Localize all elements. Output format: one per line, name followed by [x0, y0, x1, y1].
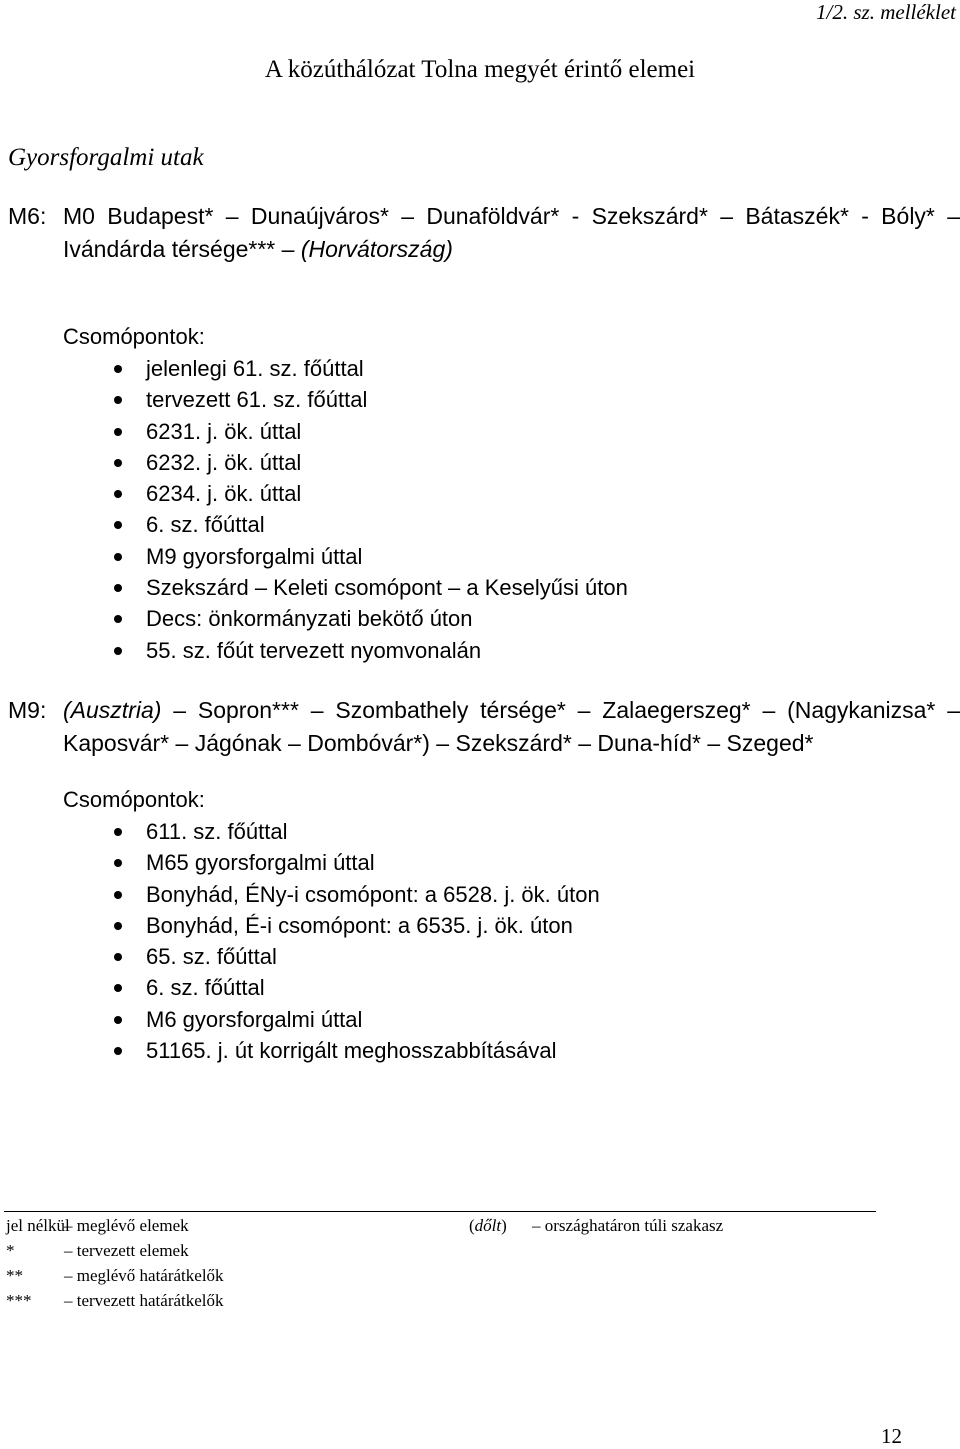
bullet-icon: [114, 553, 122, 561]
appendix-label: 1/2. sz. melléklet: [816, 0, 956, 24]
bullet-icon: [114, 521, 122, 529]
legend-description: – országhatáron túli szakasz: [532, 1216, 724, 1235]
list-item: [63, 1004, 600, 1035]
list-item: [63, 816, 600, 847]
bullet-icon: [114, 365, 122, 373]
junction-text: 51165. j. út korrigált meghosszabbításával: [146, 1038, 557, 1064]
list-item: [63, 384, 628, 415]
road-route-line: Kaposvár* – Jágónak – Dombóvár*) – Szekszárd* – Duna-híd* – Szeged*: [63, 730, 814, 756]
road-m6: [8, 200, 960, 266]
junctions-label: Csomópontok:: [63, 324, 205, 349]
bullet-icon: [114, 922, 122, 930]
legend-description: – tervezett határátkelők: [64, 1291, 224, 1310]
junction-text: M65 gyorsforgalmi úttal: [146, 850, 375, 876]
legend-italic-word: dőlt: [474, 1216, 502, 1235]
junction-list: [63, 816, 600, 1066]
bullet-icon: [114, 490, 122, 498]
list-item: [63, 447, 628, 478]
legend-paren: ): [501, 1216, 507, 1235]
legend-symbol: jel nélkül: [6, 1216, 70, 1235]
legend-row: [6, 1238, 876, 1263]
list-item: [63, 1035, 600, 1066]
legend-description: – tervezett elemek: [64, 1241, 189, 1260]
road-route-line: [63, 233, 960, 266]
bullet-icon: [114, 891, 122, 899]
list-item: [63, 572, 628, 603]
legend-symbol: *: [6, 1241, 15, 1260]
road-code: M9:: [8, 697, 47, 723]
junction-text: 6234. j. ök. úttal: [146, 481, 302, 507]
junction-text: 6232. j. ök. úttal: [146, 449, 302, 475]
junction-text: Bonyhád, É-i csomópont: a 6535. j. ök. úton: [146, 912, 573, 938]
bullet-icon: [114, 459, 122, 467]
list-item: [63, 478, 628, 509]
list-item: [63, 416, 628, 447]
route-segment: – Sopron*** – Szombathely térsége* – Zalaegerszeg* – (Nagykanizsa* –: [161, 697, 960, 723]
list-item: [63, 972, 600, 1003]
foreign-segment: (Ausztria): [63, 697, 162, 723]
junction-text: Bonyhád, ÉNy-i csomópont: a 6528. j. ök. úton: [146, 881, 600, 907]
legend-symbol: **: [6, 1266, 23, 1285]
junction-text: 65. sz. főúttal: [146, 944, 277, 970]
section-title: Gyorsforgalmi utak: [8, 144, 204, 171]
legend-row: [6, 1288, 876, 1313]
junction-text: tervezett 61. sz. főúttal: [146, 387, 368, 413]
bullet-icon: [114, 615, 122, 623]
junctions-label: Csomópontok:: [63, 787, 205, 812]
legend-row: [6, 1213, 876, 1238]
junction-list: [63, 353, 628, 666]
bullet-icon: [114, 428, 122, 436]
bullet-icon: [114, 859, 122, 867]
junction-text: 55. sz. főút tervezett nyomvonalán: [146, 637, 482, 663]
junction-text: Decs: önkormányzati bekötő úton: [146, 606, 473, 632]
list-item: [63, 910, 600, 941]
junctions-m9: [63, 783, 600, 1066]
list-item: [63, 353, 628, 384]
list-item: [63, 635, 628, 666]
junction-text: 6231. j. ök. úttal: [146, 418, 302, 444]
junction-text: M6 gyorsforgalmi úttal: [146, 1006, 363, 1032]
junction-text: 611. sz. főúttal: [146, 819, 288, 844]
bullet-icon: [114, 584, 122, 592]
list-item: [63, 941, 600, 972]
legend-divider: [4, 1211, 876, 1212]
list-item: [63, 847, 600, 878]
bullet-icon: [114, 647, 122, 655]
legend-description: – meglévő határátkelők: [64, 1266, 224, 1285]
list-item: [63, 509, 628, 540]
list-item: [63, 541, 628, 572]
bullet-icon: [114, 1016, 122, 1024]
legend: [6, 1213, 876, 1313]
foreign-segment: (Horvátország): [300, 236, 453, 262]
bullet-icon: [114, 953, 122, 961]
legend-row: [6, 1263, 876, 1288]
route-segment: Ivándárda térsége*** –: [63, 236, 301, 262]
legend-description: – meglévő elemek: [64, 1216, 189, 1235]
legend-symbol-italic: [469, 1213, 507, 1238]
road-m9: [8, 694, 960, 760]
bullet-icon: [114, 984, 122, 992]
junction-text: M9 gyorsforgalmi úttal: [146, 543, 363, 569]
junction-text: 6. sz. főúttal: [146, 975, 265, 1001]
junction-text: jelenlegi 61. sz. főúttal: [146, 356, 364, 381]
legend-paren: (: [469, 1216, 475, 1235]
road-route-line: M0 Budapest* – Dunaújváros* – Dunaföldvár* - Szekszárd* – Bátaszék* - Bóly* –: [63, 203, 960, 229]
document-title: A közúthálózat Tolna megyét érintő elemei: [264, 56, 696, 83]
bullet-icon: [114, 396, 122, 404]
list-item: [63, 603, 628, 634]
bullet-icon: [114, 1047, 122, 1055]
list-item: [63, 879, 600, 910]
legend-symbol: ***: [6, 1291, 32, 1310]
road-code: M6:: [8, 203, 47, 229]
road-route-line: [63, 694, 960, 727]
junction-text: Szekszárd – Keleti csomópont – a Keselyűsi úton: [146, 575, 628, 601]
bullet-icon: [114, 828, 122, 836]
junctions-m6: [63, 320, 628, 666]
page-number: 12: [881, 1424, 902, 1448]
junction-text: 6. sz. főúttal: [146, 512, 265, 538]
